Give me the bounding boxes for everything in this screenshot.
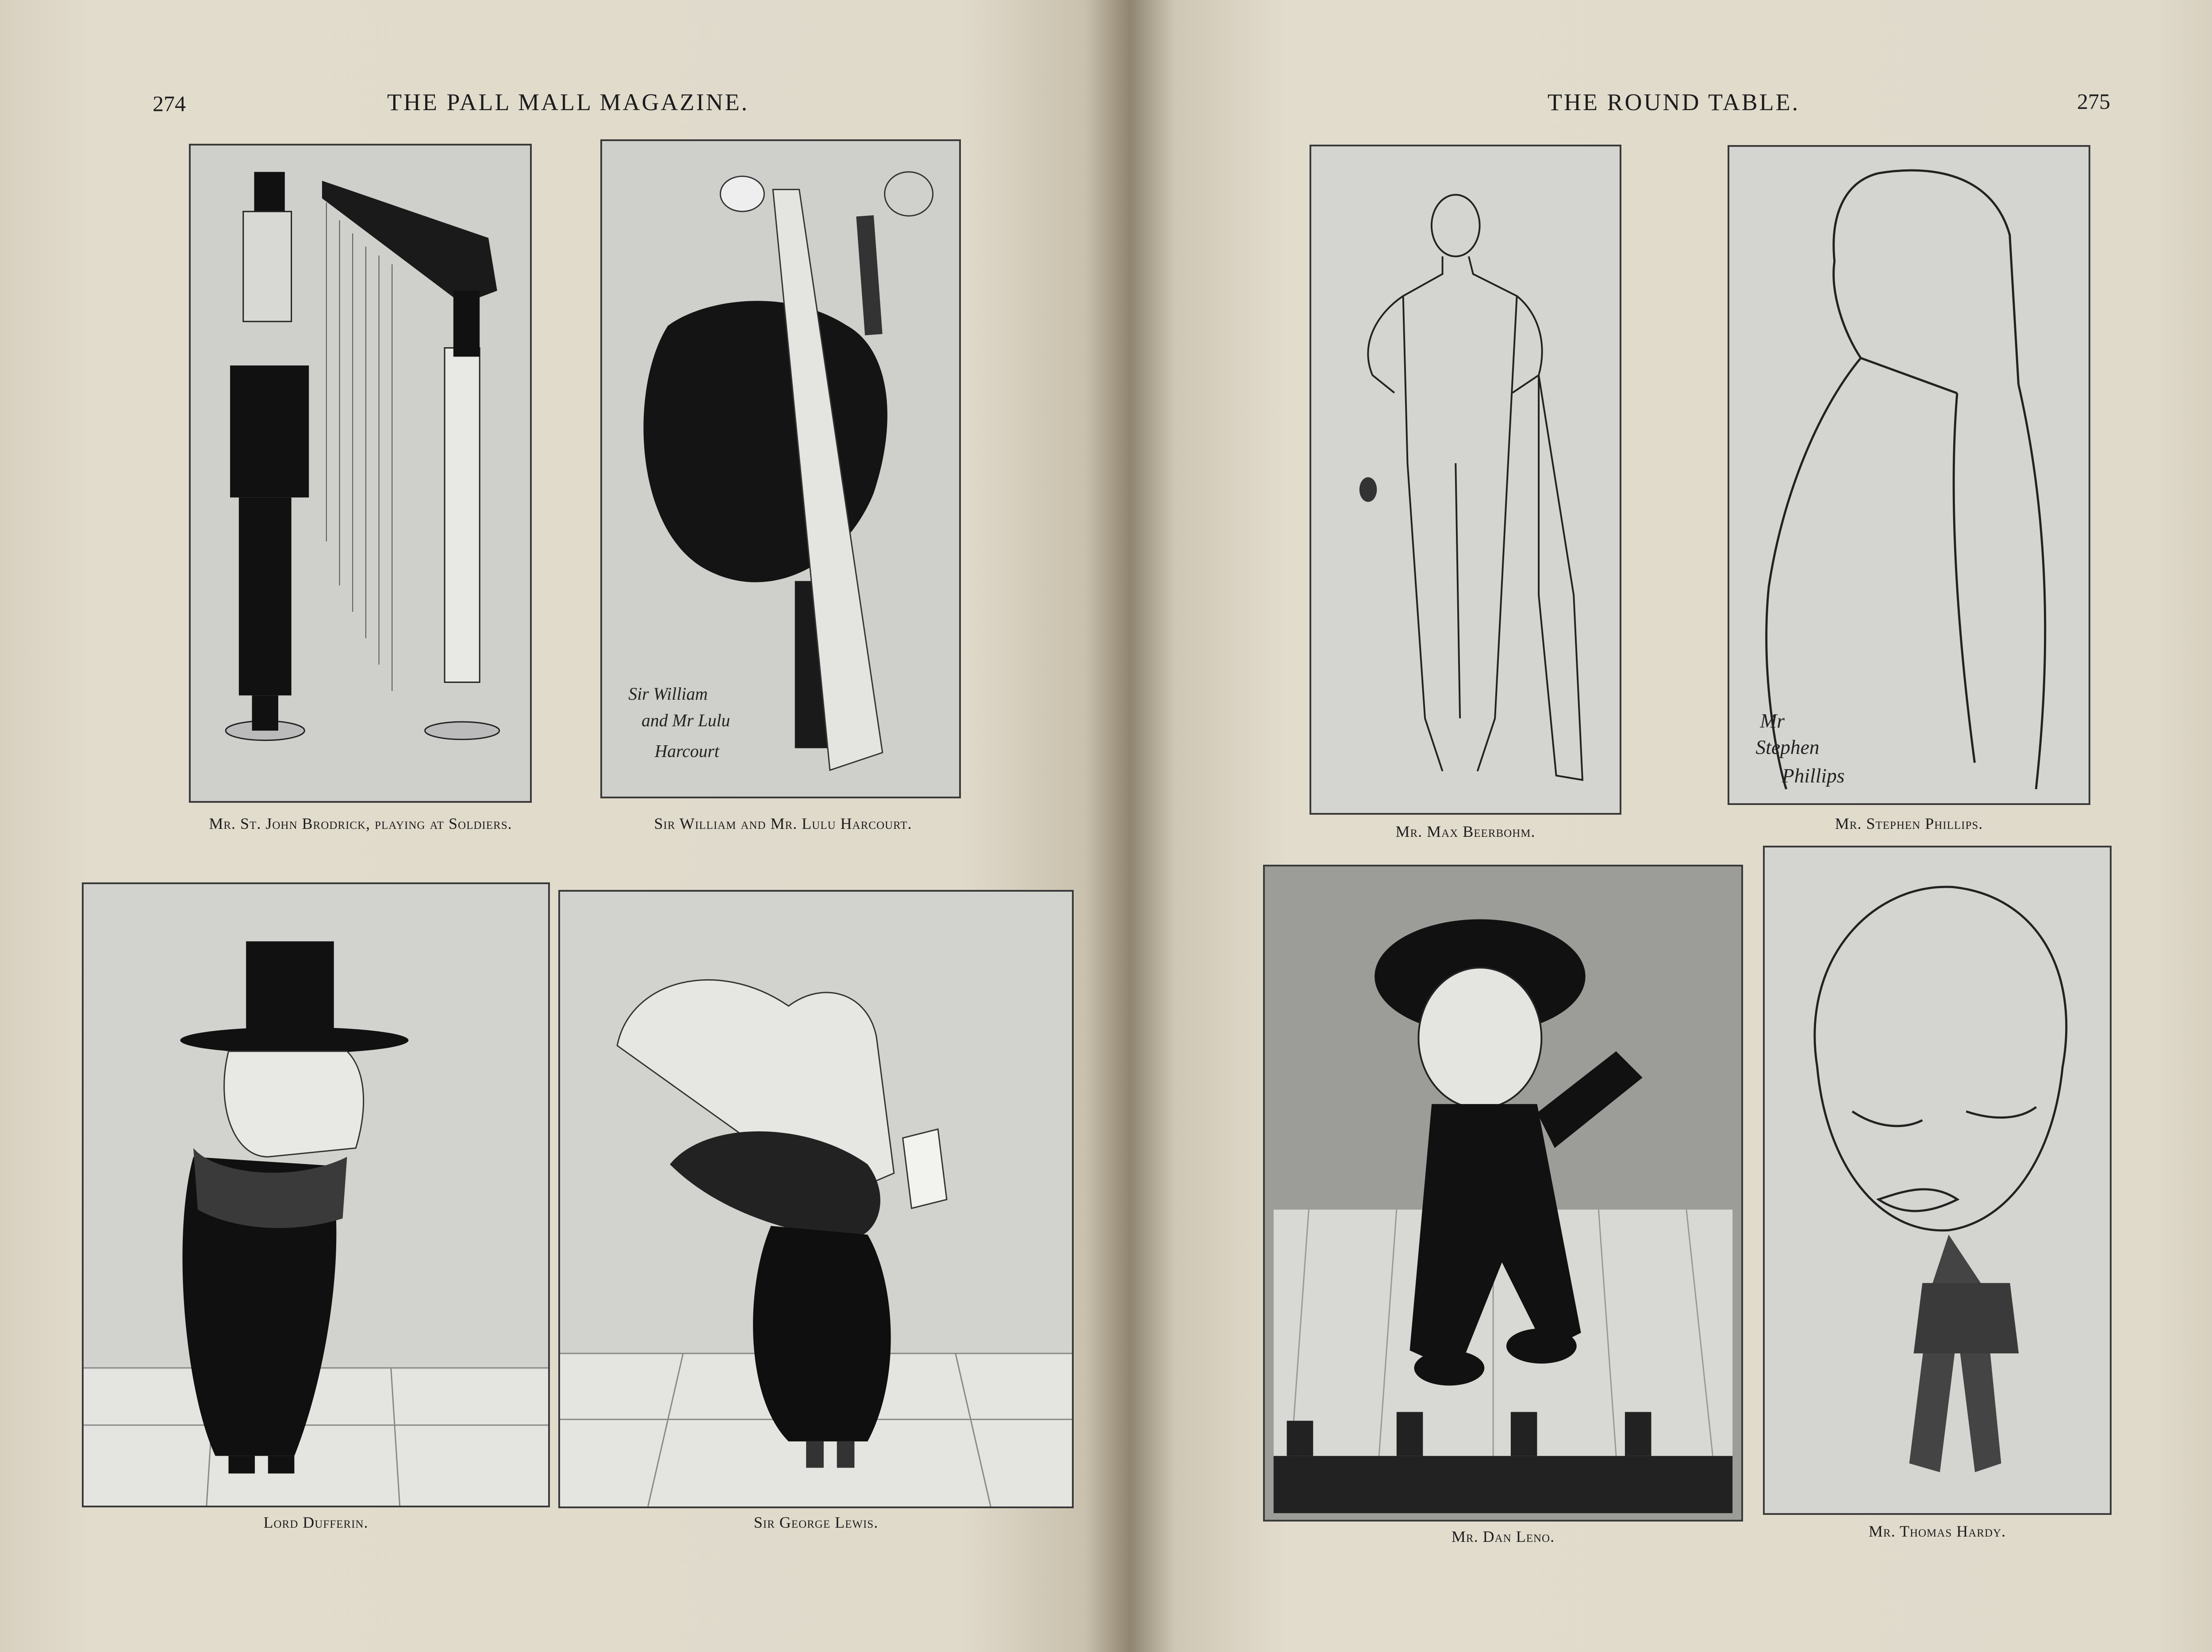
caption-beerbohm: Mr. Max Beerbohm.: [1395, 823, 1536, 840]
right-page: [1130, 0, 2212, 1652]
caption-leno: Mr. Dan Leno.: [1451, 1528, 1555, 1545]
svg-text:Phillips: Phillips: [1782, 764, 1845, 787]
caricature-lewis: [558, 890, 1074, 1508]
svg-text:Mr: Mr: [1760, 709, 1785, 732]
running-head-left: THE PALL MALL MAGAZINE.: [387, 89, 749, 115]
caption-hardy: Mr. Thomas Hardy.: [1868, 1522, 2006, 1540]
caption-brodrick: Mr. St. John Brodrick, playing at Soldiers.: [209, 815, 512, 832]
caricature-brodrick: [189, 144, 532, 803]
caption-dufferin: Lord Dufferin.: [263, 1514, 369, 1531]
caricature-leno: [1263, 865, 1743, 1522]
caption-phillips: Mr. Stephen Phillips.: [1835, 815, 1983, 832]
caption-harcourt: Sir William and Mr. Lulu Harcourt.: [654, 815, 912, 832]
running-head-right: THE ROUND TABLE.: [1548, 89, 1800, 115]
caricature-harcourt: [600, 139, 961, 798]
svg-text:and Mr Lulu: and Mr Lulu: [641, 710, 730, 730]
svg-text:Stephen: Stephen: [1755, 736, 1820, 759]
page-number-left: 274: [153, 91, 186, 116]
page-number-right: 275: [2077, 89, 2110, 114]
caricature-dufferin: [82, 882, 550, 1507]
caricature-hardy: [1763, 846, 2112, 1515]
caricature-phillips: [1728, 145, 2090, 805]
caricature-beerbohm: [1310, 145, 1621, 815]
svg-text:Sir William: Sir William: [628, 684, 708, 704]
caption-lewis: Sir George Lewis.: [753, 1514, 879, 1531]
svg-text:Harcourt: Harcourt: [654, 741, 719, 761]
